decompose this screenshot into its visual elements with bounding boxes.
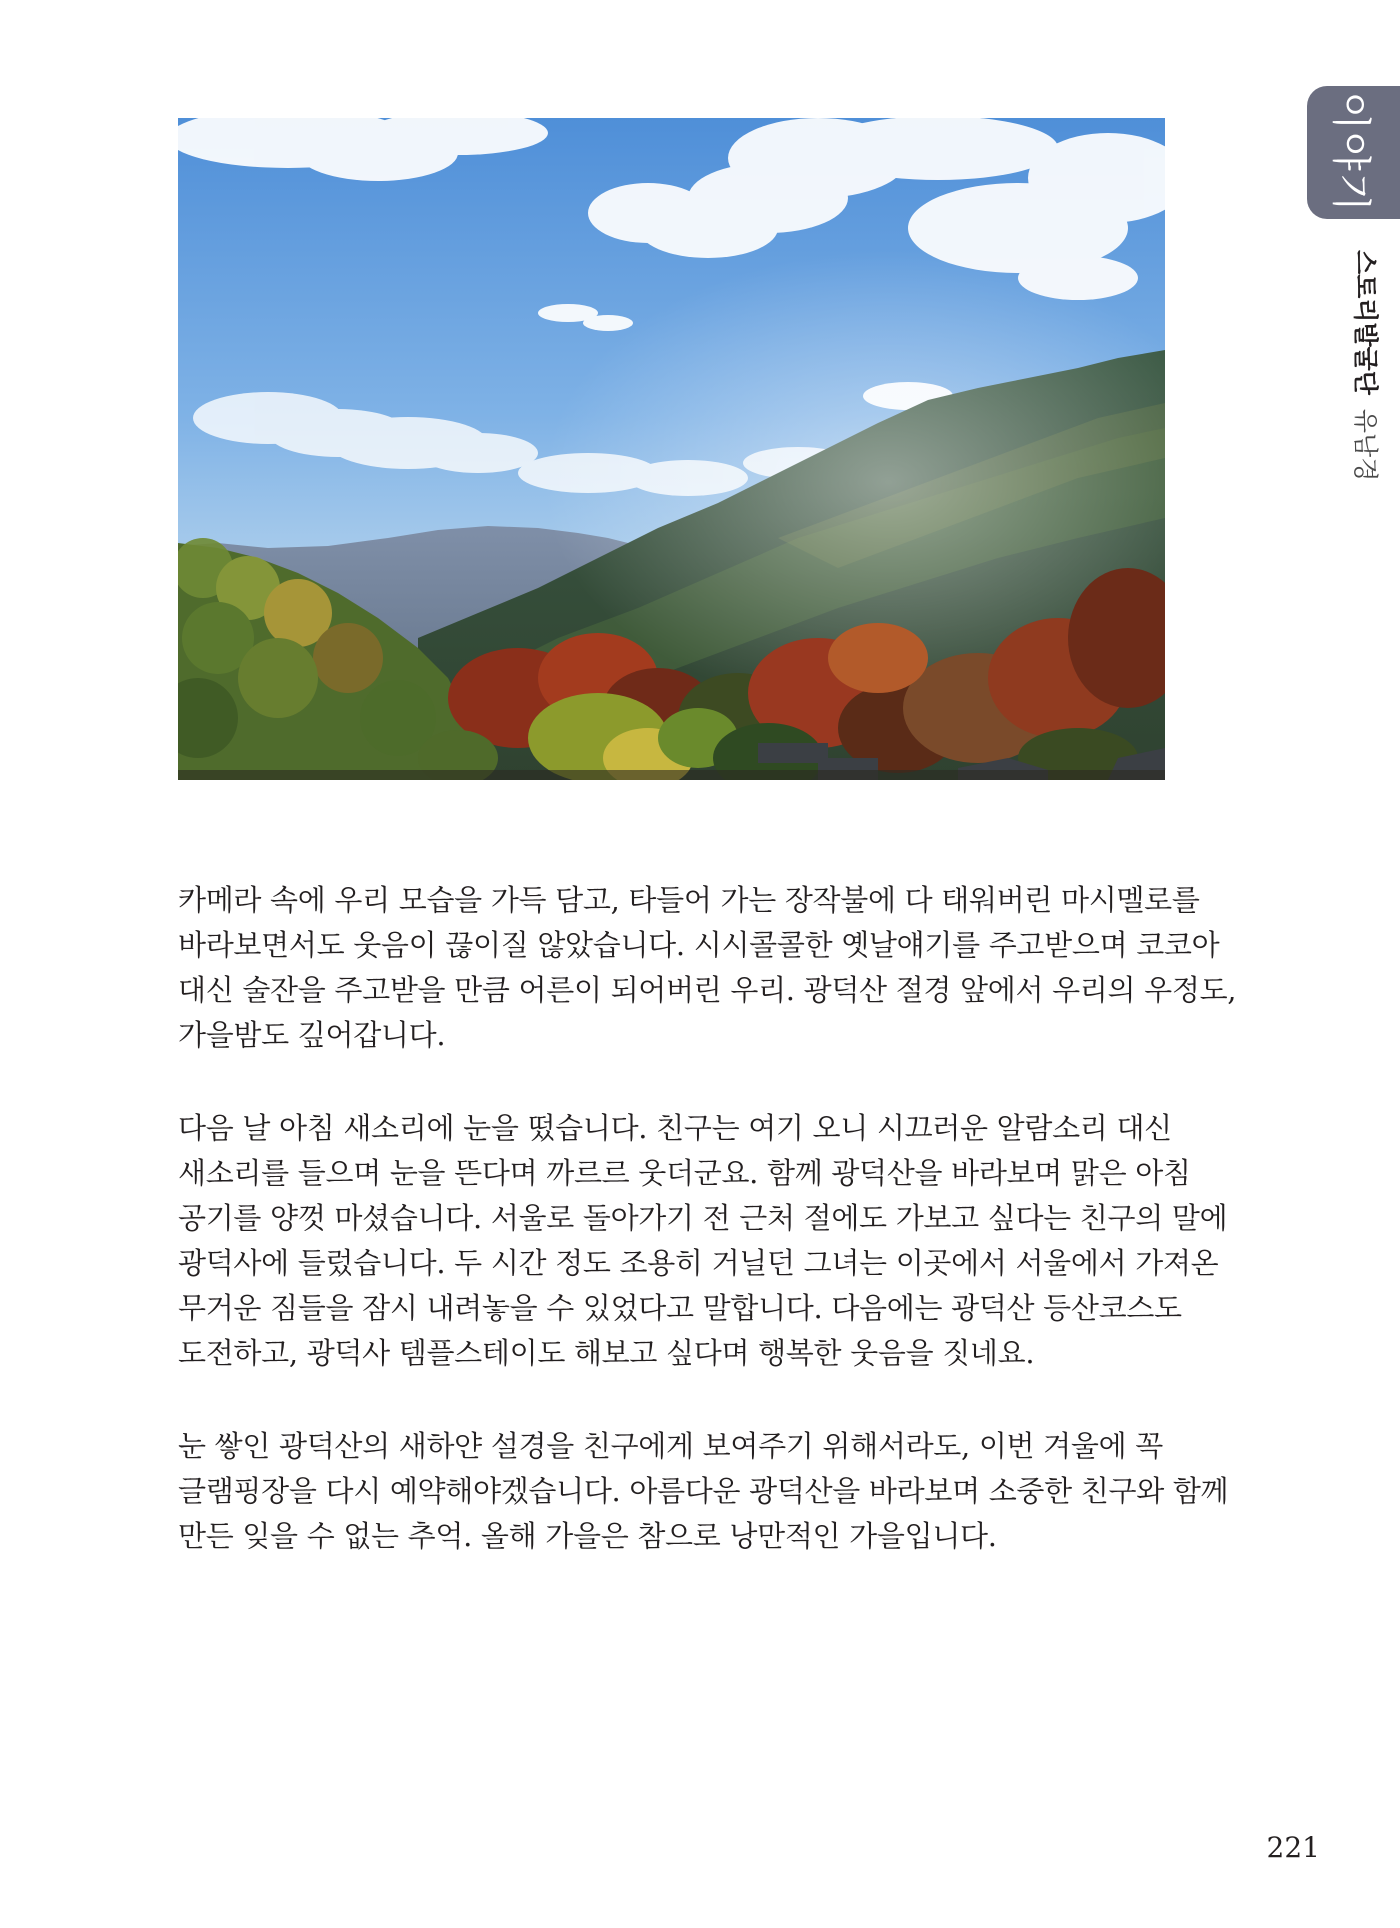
text-line: 카메라 속에 우리 모습을 가득 담고, 타들어 가는 장작불에 다 태워버린 마시멜로를 — [178, 883, 1200, 917]
text-line: 대신 술잔을 주고받을 만큼 어른이 되어버린 우리. 광덕산 절경 앞에서 우리의 우정도, — [178, 973, 1237, 1007]
mountain-landscape-image — [178, 118, 1165, 780]
text-line: 바라보면서도 웃음이 끊이질 않았습니다. 시시콜콜한 옛날얘기를 주고받으며 코코아 — [178, 928, 1220, 962]
section-tab-label: 이야기 — [1327, 91, 1374, 214]
text-line: 공기를 양껏 마셨습니다. 서울로 돌아가기 전 근처 절에도 가보고 싶다는 친구의 말에 — [178, 1201, 1228, 1235]
paragraph — [178, 1106, 1228, 1376]
text-line: 광덕사에 들렀습니다. 두 시간 정도 조용히 거닐던 그녀는 이곳에서 서울에서 가져온 — [178, 1246, 1219, 1280]
text-line: 무거운 짐들을 잠시 내려놓을 수 있었다고 말합니다. 다음에는 광덕산 등산코스도 — [178, 1291, 1182, 1325]
text-line: 다음 날 아침 새소리에 눈을 떴습니다. 친구는 여기 오니 시끄러운 알람소리 대신 — [178, 1111, 1172, 1145]
paragraph — [178, 878, 1237, 1058]
text-line: 도전하고, 광덕사 템플스테이도 해보고 싶다며 행복한 웃음을 짓네요. — [178, 1336, 1035, 1370]
side-title: 스토리발굴단 — [1351, 250, 1380, 395]
text-line: 새소리를 들으며 눈을 뜬다며 까르르 웃더군요. 함께 광덕산을 바라보며 맑은 아침 — [178, 1156, 1191, 1190]
side-author: 유남경 — [1351, 408, 1380, 482]
text-line: 가을밤도 깊어갑니다. — [178, 1018, 446, 1052]
page-number: 221 — [1266, 1831, 1320, 1864]
text-line: 만든 잊을 수 없는 추억. 올해 가을은 참으로 낭만적인 가을입니다. — [178, 1519, 997, 1553]
text-line: 글램핑장을 다시 예약해야겠습니다. 아름다운 광덕산을 바라보며 소중한 친구와 함께 — [178, 1474, 1229, 1508]
side-heading — [1335, 250, 1395, 490]
article-body — [178, 878, 1237, 1607]
section-tab-label-wrap — [1307, 86, 1400, 219]
text-line: 눈 쌓인 광덕산의 새하얀 설경을 친구에게 보여주기 위해서라도, 이번 겨울에 꼭 — [178, 1429, 1163, 1463]
paragraph — [178, 1424, 1229, 1559]
landscape-photo — [178, 118, 1165, 780]
